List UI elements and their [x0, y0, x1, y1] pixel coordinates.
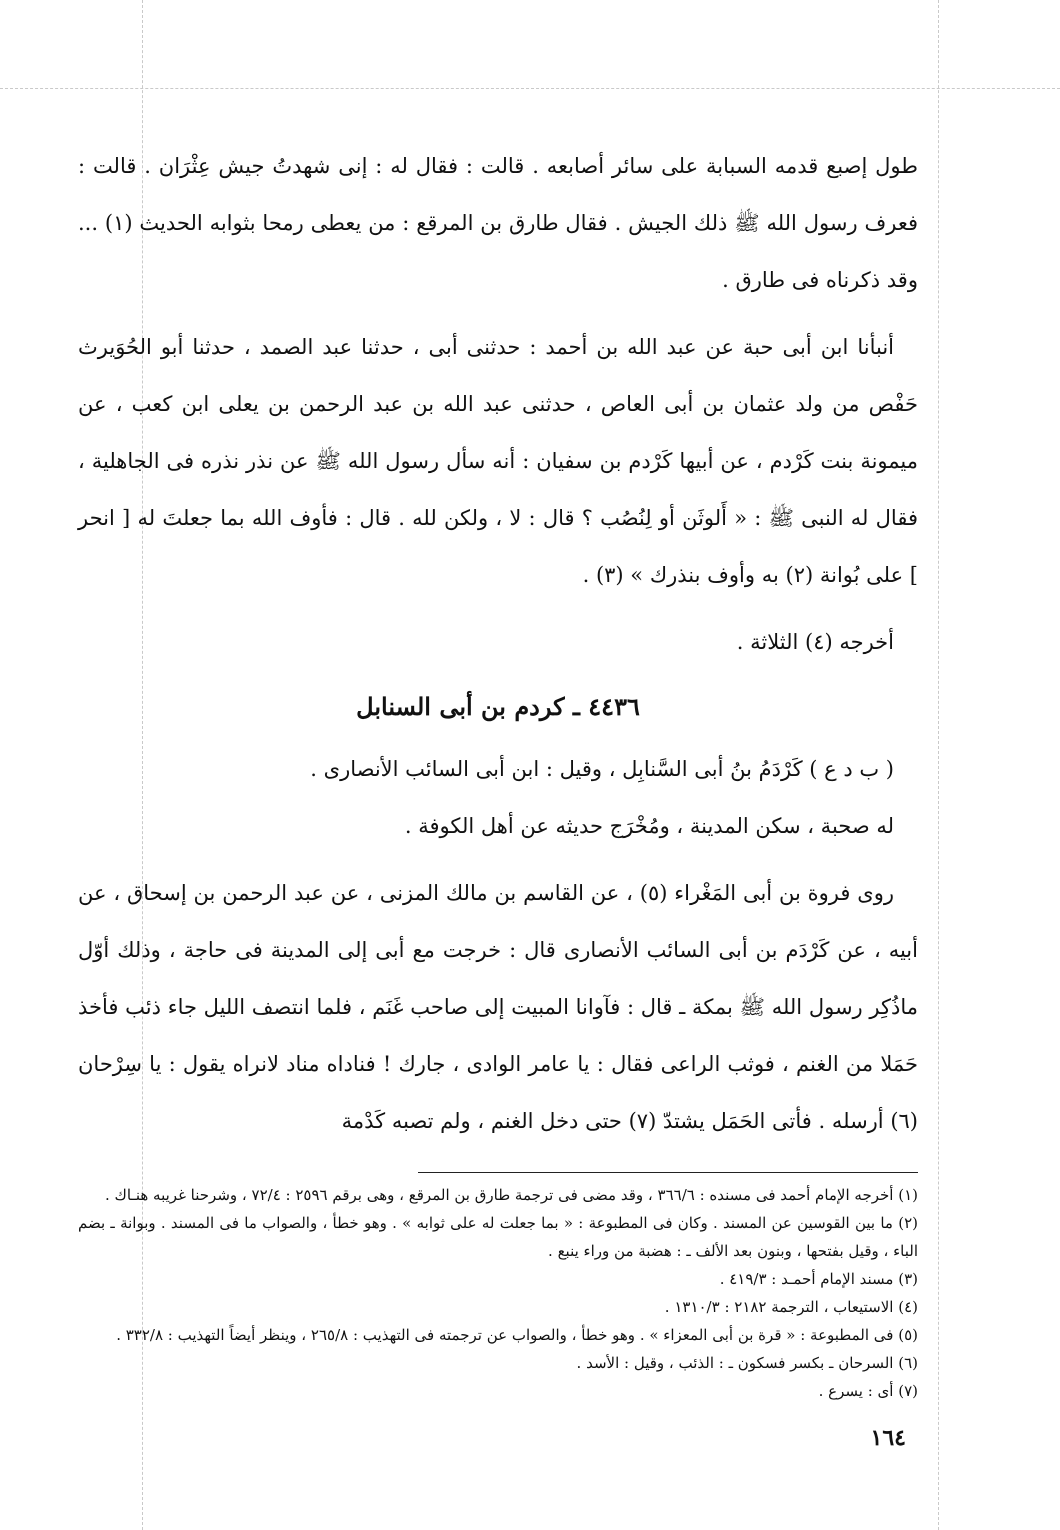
paragraph-3: أخرجه (٤) الثلاثة .: [736, 630, 894, 654]
footnote-3: (٣) مسند الإمام أحمـد : ٤١٩/٣ .: [719, 1270, 918, 1288]
page-number: ١٦٤: [870, 1425, 906, 1451]
entry-line-2: له صحبة ، سكن المدينة ، ومُخْرَج حديثه عن أهل الكوفة .: [404, 814, 894, 838]
entry-heading: ٤٤٣٦ ـ كردم بن أبى السنابل: [356, 692, 640, 721]
entry-line-1: ( ب د ع ) كَرْدَمُ بنُ أبى السَّنابِل ، وقيل : ابن أبى السائب الأنصارى .: [310, 757, 894, 781]
footnote-divider: [418, 1172, 918, 1173]
footnote-6: (٦) السرحان ـ بكسر فسكون ـ : الذئب ، وقيل : الأسد .: [576, 1354, 918, 1372]
footnote-4: (٤) الاستيعاب ، الترجمة ٢١٨٢ : ١٣١٠/٣ .: [664, 1298, 918, 1316]
scan-guide-top: [0, 88, 1060, 89]
paragraph-1: طول إصبع قدمه السبابة على سائر أصابعه . قالت : فقال له : إنى شهدتُ جيش عِثْرَان . قالت : فعرف رسول الله ﷺ ذلك الجيش . فقال طارق بن المرقع : من يعطى رمحا بثوابه الحديث (١) ... وقد ذكرناه فى طارق .: [78, 154, 918, 292]
paragraph-2: أنبأنا ابن أبى حبة عن عبد الله بن أحمد : حدثنى أبى ، حدثنا عبد الصمد ، حدثنا أبو الحُوَيرث حَفْص من ولد عثمان بن أبى العاص ، حدثنى عبد الله بن عبد الرحمن بن يعلى ابن كعب ، عن ميمونة بنت كَرْدم ، عن أبيها كَرْدم بن سفيان : أنه سأل رسول الله ﷺ عن نذر نذره فى الجاهلية ، فقال له النبى ﷺ : « أَلوثَن أو لِنُصُب ؟ قال : لا ، ولكن لله . قال : فأوف الله بما جعلتَ له [ انحر ] على بُوانة (٢) به وأوف بنذرك » (٣) .: [78, 335, 918, 587]
entry-paragraph: روى فروة بن أبى المَغْراء (٥) ، عن القاسم بن مالك المزنى ، عن عبد الرحمن بن إسحاق ، عن أبيه ، عن كَرْدَم بن أبى السائب الأنصارى قال : خرجت مع أبى إلى المدينة فى حاجة ، وذلك أوّل ماذُكِر رسول الله ﷺ بمكة ـ قال : فآوانا المبيت إلى صاحب غَنَم ، فلما انتصف الليل جاء ذئب فأخذ حَمَلا من الغنم ، فوثب الراعى فقال : يا عامر الوادى ، جارك ! فناداه مناد لانراه يقول : يا سِرْحان (٦) أرسله . فأتى الحَمَل يشتدّ (٧) حتى دخل الغنم ، ولم تصبه كَدْمة: [78, 881, 918, 1133]
footnote-2: (٢) ما بين القوسين عن المسند . وكان فى المطبوعة : « بما جعلت له على ثوابه » . وهو خطأ ، والصواب ما فى المسند . وبوانة ـ بضم الباء ، وقيل بفتحها ، وبنون بعد الألف ـ : هضبة من وراء ينبع .: [78, 1214, 918, 1260]
scan-guide-right: [938, 0, 939, 1530]
page: [78, 138, 918, 1451]
footnote-1: (١) أخرجه الإمام أحمد فى مسنده : ٣٦٦/٦ ، وقد مضى فى ترجمة طارق بن المرقع ، وهى برقم ٢٥٩٦ : ٧٢/٤ ، وشرحنا غريبه هنـاك .: [104, 1186, 918, 1204]
footnote-7: (٧) أى : يسرع .: [818, 1382, 918, 1400]
footnote-5: (٥) فى المطبوعة : « قرة بن أبى المعزاء » . وهو خطأ ، والصواب عن ترجمته فى التهذيب : ٢٦٥/٨ ، وينظر أيضاً التهذيب : ٣٣٢/٨ .: [116, 1326, 918, 1344]
